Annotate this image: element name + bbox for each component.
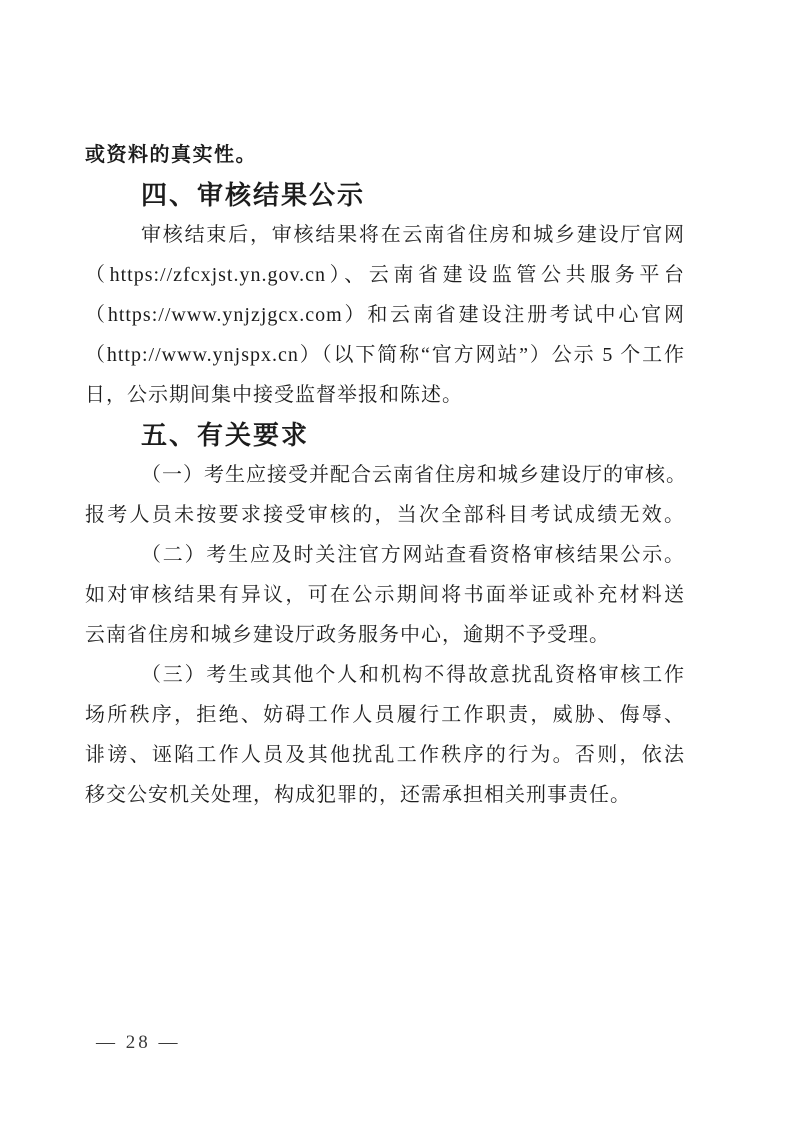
text-line-url-ynjzjgcx: （https://www.ynjzjgcx.com）和云南省建设注册考试中心官网 — [85, 304, 685, 326]
text-line: 如对审核结果有异议，可在公示期间将书面举证或补充材料送 — [85, 584, 685, 606]
text-line-item-3: （三）考生或其他个人和机构不得故意扰乱资格审核工作 — [141, 664, 685, 686]
text-line: 审核结束后，审核结果将在云南省住房和城乡建设厅官网 — [141, 224, 685, 246]
text-line: 移交公安机关处理，构成犯罪的，还需承担相关刑事责任。 — [85, 784, 631, 806]
section-heading-4: 四、审核结果公示 — [141, 180, 366, 210]
page-number: — 28 — — [96, 1032, 181, 1053]
text-line: 云南省住房和城乡建设厅政务服务中心，逾期不予受理。 — [85, 624, 610, 646]
bold-sentence-continuation: 或资料的真实性。 — [85, 144, 257, 166]
section-heading-5: 五、有关要求 — [141, 420, 310, 450]
text-line: 日，公示期间集中接受监督举报和陈述。 — [85, 384, 463, 406]
text-line: 场所秩序，拒绝、妨碍工作人员履行工作职责，威胁、侮辱、 — [85, 704, 685, 726]
document-text-block — [85, 135, 685, 815]
text-line-item-2: （二）考生应及时关注官方网站查看资格审核结果公示。 — [141, 544, 685, 566]
text-line-item-1: （一）考生应接受并配合云南省住房和城乡建设厅的审核。 — [141, 464, 687, 486]
text-line-url-zfcxjst: （https://zfcxjst.yn.gov.cn）、云南省建设监管公共服务平台 — [85, 264, 685, 286]
text-line: 报考人员未按要求接受审核的，当次全部科目考试成绩无效。 — [85, 504, 685, 526]
text-line-url-ynjspx: （http://www.ynjspx.cn）（以下简称“官方网站”）公示 5 个工作 — [85, 344, 685, 366]
text-line: 诽谤、诬陷工作人员及其他扰乱工作秩序的行为。否则，依法 — [85, 744, 685, 766]
